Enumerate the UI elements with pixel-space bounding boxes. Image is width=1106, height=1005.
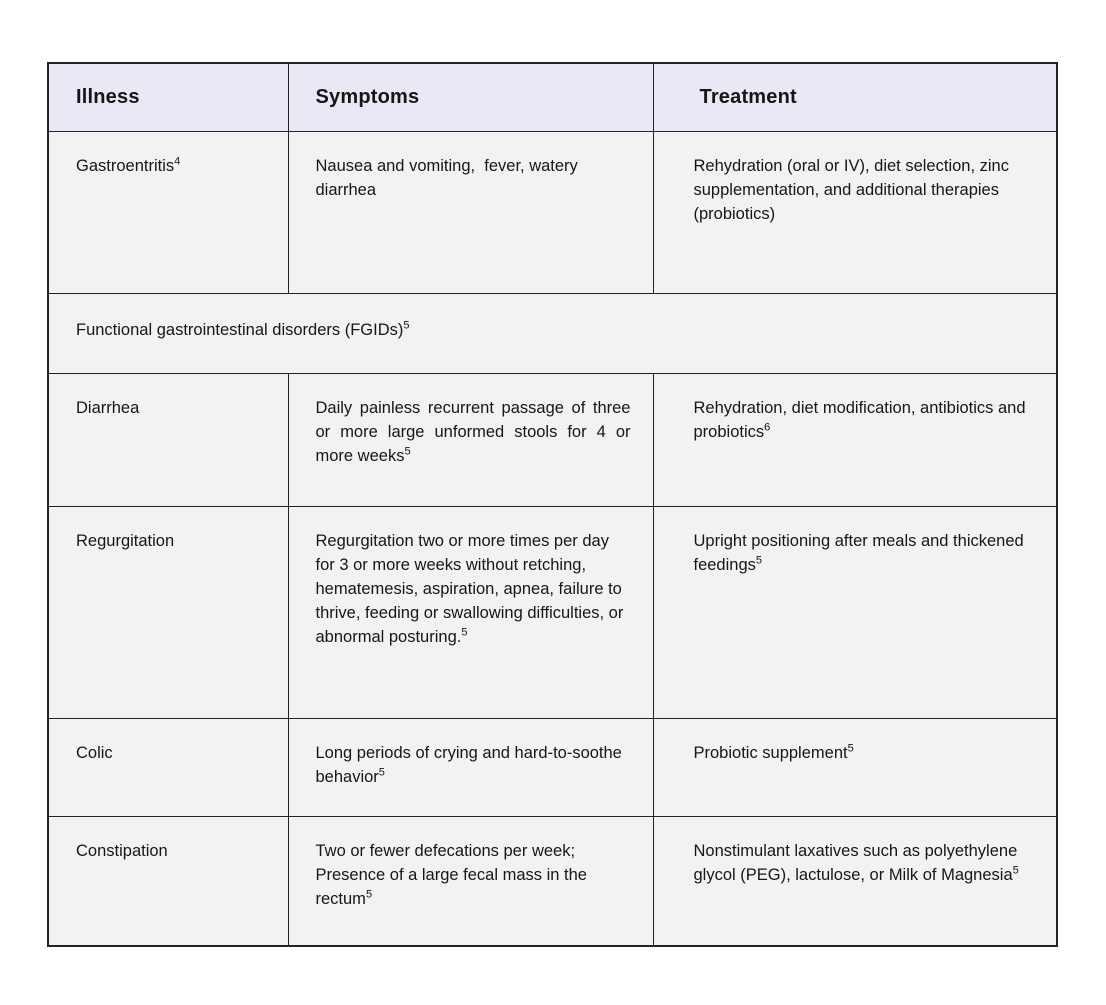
treatment-text: Probiotic supplement	[693, 743, 848, 762]
illness-symptoms-treatment-table	[47, 62, 1058, 947]
section-cell	[48, 293, 1057, 373]
table-row-diarrhea	[48, 373, 1057, 506]
illness-text: Regurgitation	[76, 531, 175, 550]
footnote-ref: 5	[378, 766, 385, 778]
document-page	[47, 62, 1058, 947]
symptoms-text: Two or fewer defecations per week; Presence of a large fecal mass in the rectum	[315, 841, 587, 908]
symptoms-text: Nausea and vomiting, fever, watery diarrhea	[315, 156, 578, 199]
header-cell-illness: Illness	[48, 63, 288, 131]
table-row-gastroentritis	[48, 131, 1057, 293]
symptoms-cell	[288, 131, 653, 293]
footnote-ref: 5	[365, 888, 373, 900]
table-section-row-fgids	[48, 293, 1057, 373]
illness-text: Colic	[76, 743, 113, 762]
footnote-ref: 4	[174, 155, 181, 167]
treatment-cell	[653, 506, 1057, 718]
treatment-text: Upright positioning after meals and thickened feedings	[693, 531, 1024, 574]
table-row-regurgitation	[48, 506, 1057, 718]
footnote-ref: 5	[404, 445, 411, 457]
illness-text: Gastroentritis	[76, 156, 175, 175]
footnote-ref: 5	[1012, 864, 1019, 876]
treatment-cell	[653, 816, 1057, 946]
table-header-row	[48, 63, 1057, 131]
header-cell-treatment: Treatment	[653, 63, 1057, 131]
treatment-text: Nonstimulant laxatives such as polyethylene glycol (PEG), lactulose, or Milk of Magnesia	[693, 841, 1018, 884]
illness-cell	[48, 718, 288, 816]
treatment-cell	[653, 718, 1057, 816]
symptoms-cell	[288, 816, 653, 946]
treatment-cell	[653, 373, 1057, 506]
section-text: Functional gastrointestinal disorders (FGIDs)	[76, 320, 404, 339]
treatment-text: Rehydration, diet modification, antibiotics and probiotics	[693, 398, 1026, 441]
table-row-constipation	[48, 816, 1057, 946]
header-cell-symptoms: Symptoms	[288, 63, 653, 131]
symptoms-text: Regurgitation two or more times per day for 3 or more weeks without retching, hematemesis, aspiration, apnea, failure to thrive, feeding or swallowing difficulties, or abnormal posturing.	[315, 531, 624, 646]
symptoms-text: Long periods of crying and hard-to-soothe behavior	[315, 743, 622, 786]
illness-cell	[48, 131, 288, 293]
illness-cell	[48, 373, 288, 506]
symptoms-cell	[288, 506, 653, 718]
treatment-text: Rehydration (oral or IV), diet selection, zinc supplementation, and additional therapies (probiotics)	[693, 156, 1009, 223]
symptoms-text: Daily painless recurrent passage of three or more large unformed stools for 4 or more weeks	[315, 398, 631, 465]
illness-cell	[48, 506, 288, 718]
symptoms-cell	[288, 718, 653, 816]
illness-text: Constipation	[76, 841, 168, 860]
footnote-ref: 5	[403, 319, 410, 331]
footnote-ref: 5	[461, 626, 468, 638]
footnote-ref: 5	[755, 554, 763, 566]
footnote-ref: 5	[847, 742, 854, 754]
footnote-ref: 6	[764, 421, 771, 433]
illness-cell	[48, 816, 288, 946]
treatment-cell	[653, 131, 1057, 293]
symptoms-cell	[288, 373, 653, 506]
illness-text: Diarrhea	[76, 398, 140, 417]
table-row-colic	[48, 718, 1057, 816]
